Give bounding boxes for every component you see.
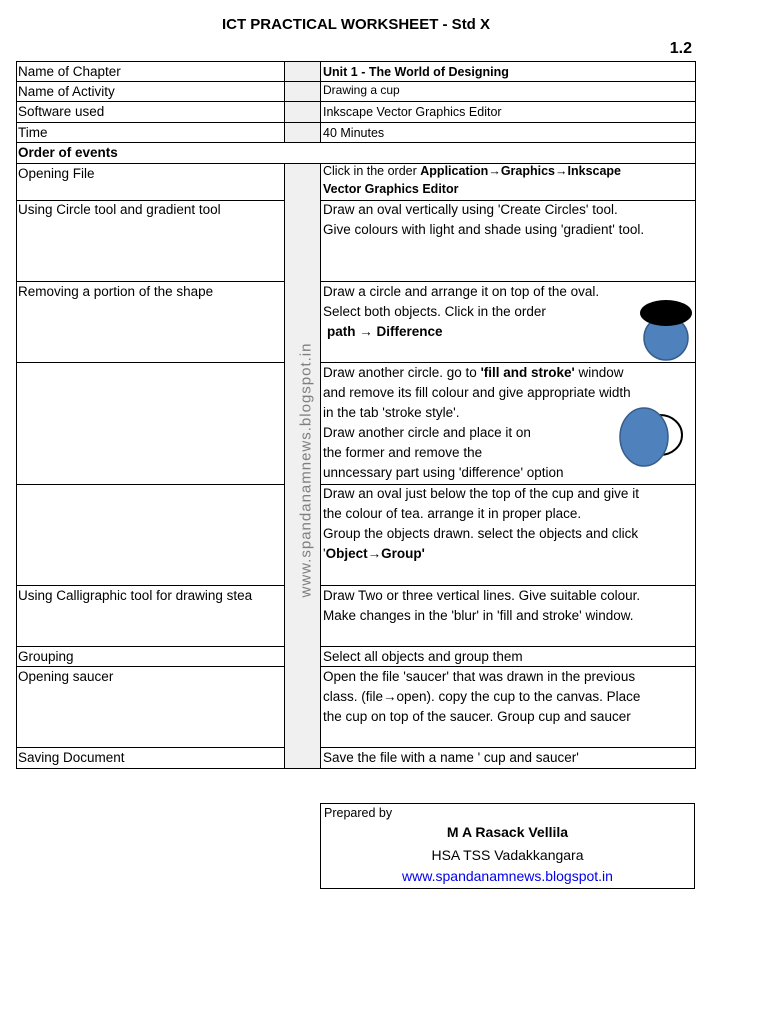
- time-value: 40 Minutes: [323, 126, 385, 140]
- step-saving-desc: Save the file with a name ' cup and saucer': [323, 750, 579, 765]
- order-heading: Order of events: [18, 145, 118, 160]
- step-tea-desc: Draw an oval just below the top of the cup and give it the colour of tea. arrange it in proper place. Group the objects drawn. select the objects and click 'Object→Group': [323, 486, 639, 561]
- cup-cut-illustration: [636, 298, 696, 362]
- step-circle-tool-label: Using Circle tool and gradient tool: [18, 202, 221, 217]
- step-calligraphic-desc: Draw Two or three vertical lines. Give suitable colour. Make changes in the 'blur' in 'fill and stroke' window.: [323, 588, 641, 623]
- author-name: M A Rasack Vellila: [446, 824, 569, 840]
- worksheet-number: 1.2: [669, 40, 692, 57]
- step-opening-file-desc: Click in the order Application→Graphics→Inkscape Vector Graphics Editor: [323, 164, 622, 196]
- cup-handle-illustration: [614, 402, 690, 472]
- step-grouping-desc: Select all objects and group them: [323, 649, 523, 664]
- gutter-column: [285, 62, 320, 143]
- author-website-link[interactable]: www.spandanamnews.blogspot.in: [402, 868, 613, 884]
- chapter-value: Unit 1 - The World of Designing: [323, 65, 509, 79]
- step-removing-desc: Draw a circle and arrange it on top of the oval. Select both objects. Click in the order path → Difference: [323, 284, 600, 339]
- step-calligraphic-label: Using Calligraphic tool for drawing stea: [18, 588, 253, 603]
- software-label: Software used: [18, 104, 105, 119]
- prepared-by-label: Prepared by: [324, 806, 393, 820]
- time-label: Time: [18, 125, 48, 140]
- step-saucer-label: Opening saucer: [18, 669, 114, 684]
- software-value: Inkscape Vector Graphics Editor: [323, 105, 502, 119]
- step-circle-tool-desc: Draw an oval vertically using 'Create Circles' tool. Give colours with light and shade using 'gradient' tool.: [323, 202, 645, 237]
- author-school: HSA TSS Vadakkangara: [431, 847, 584, 863]
- watermark: www.spandanamnews.blogspot.in: [297, 342, 315, 598]
- activity-label: Name of Activity: [18, 84, 115, 99]
- step-handle-desc: Draw another circle. go to 'fill and stroke' window and remove its fill colour and give appropriate width in the tab 'stroke style'. Draw another circle and place it on the former and remove the unncessary part using 'difference' option: [323, 365, 631, 480]
- step-saucer-desc: Open the file 'saucer' that was drawn in the previous class. (file→open). copy the cup to the canvas. Place the cup on top of the saucer. Group cup and saucer: [323, 669, 641, 724]
- step-saving-label: Saving Document: [18, 750, 125, 765]
- chapter-label: Name of Chapter: [18, 64, 121, 79]
- step-opening-file-label: Opening File: [18, 166, 95, 181]
- activity-value: Drawing a cup: [323, 83, 400, 97]
- step-grouping-label: Grouping: [18, 649, 74, 664]
- prepared-by-box: [320, 803, 695, 889]
- step-removing-label: Removing a portion of the shape: [18, 284, 214, 299]
- worksheet-title: ICT PRACTICAL WORKSHEET - Std X: [221, 16, 491, 33]
